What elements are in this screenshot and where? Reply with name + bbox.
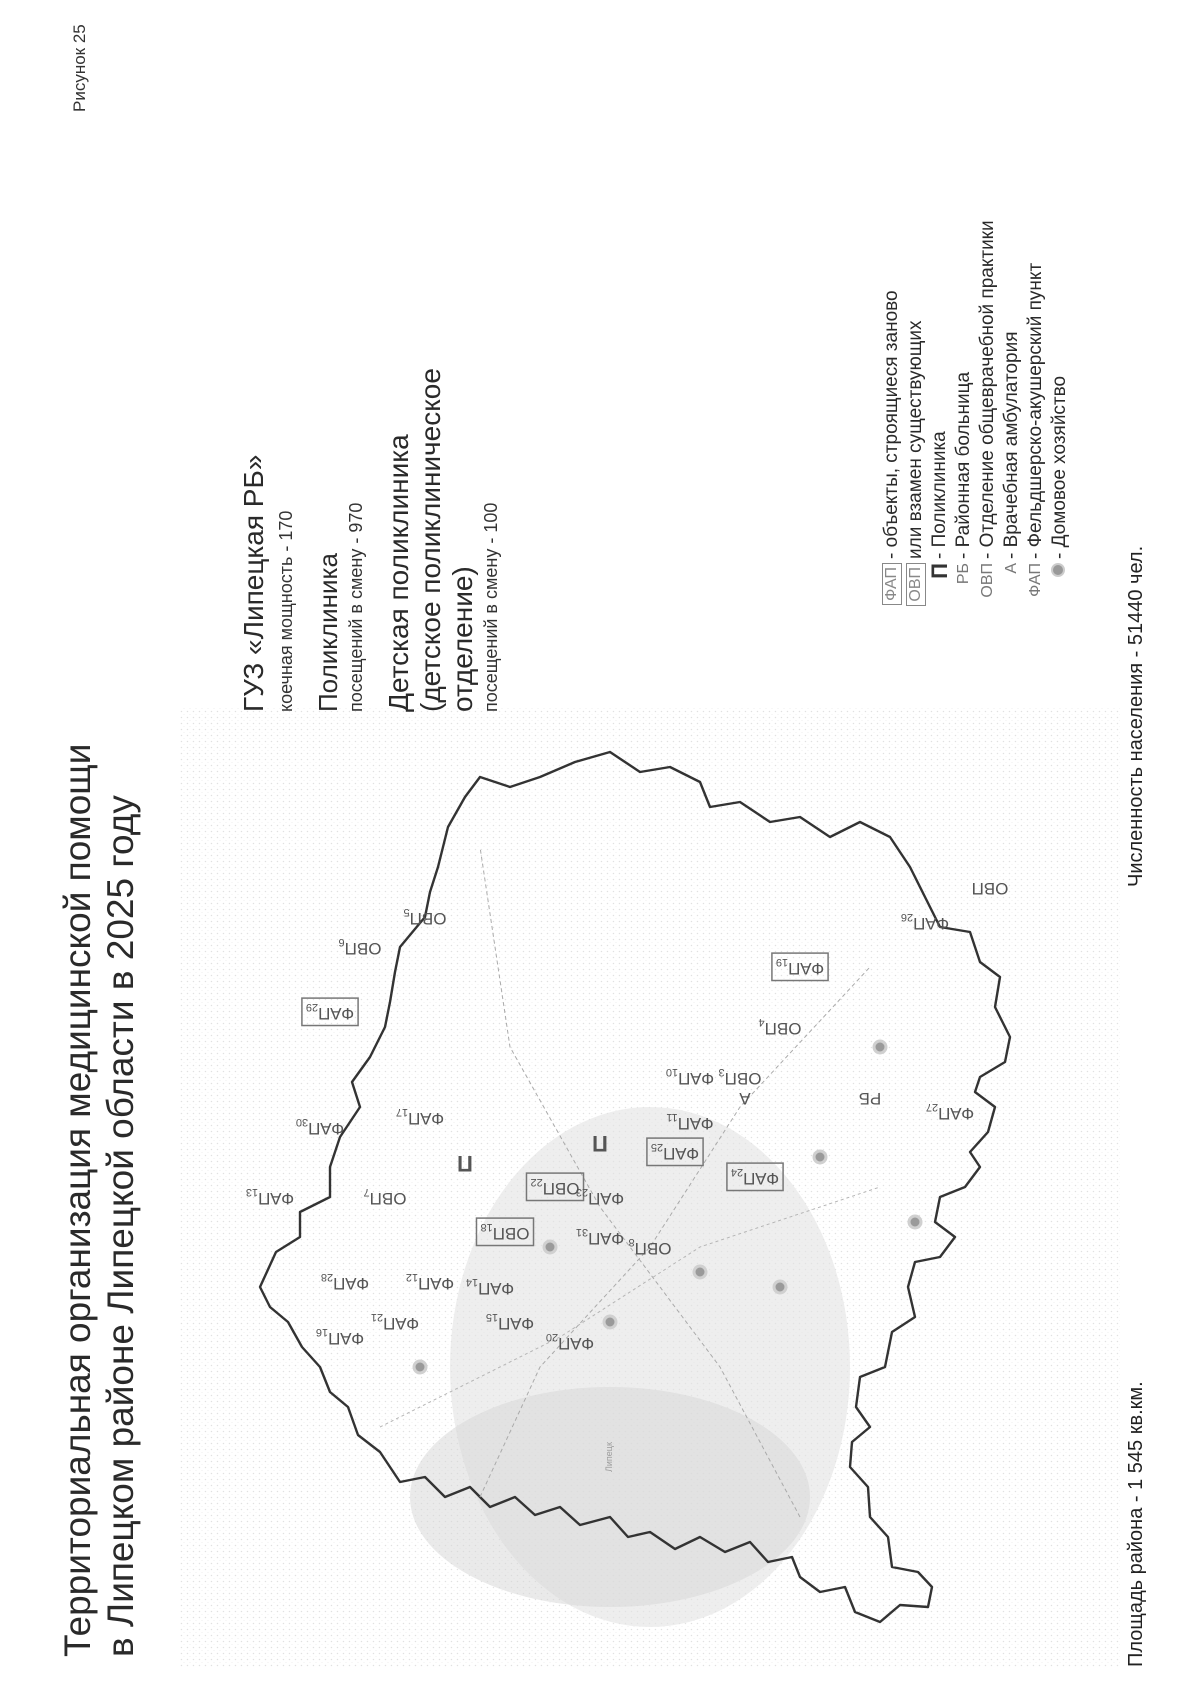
- facility-type: ФАП: [678, 1068, 715, 1088]
- facility-label: [629, 1236, 672, 1257]
- legend-symbol-text: П: [927, 563, 952, 579]
- facility-marker: [739, 1089, 751, 1108]
- facility-type: ФАП: [588, 1188, 625, 1208]
- page-title: [56, 197, 142, 1657]
- facility-type: ОВП: [542, 1178, 580, 1198]
- legend-item: [880, 17, 904, 657]
- legend-symbol-text: А: [1003, 563, 1020, 574]
- facility-label: [364, 1186, 407, 1207]
- household-dot-icon: [1051, 563, 1065, 577]
- figure-label: Рисунок 25: [70, 24, 89, 112]
- facility-type: ОВП: [344, 938, 382, 958]
- legend-symbol-text: ОВП: [906, 563, 926, 606]
- facility-type: ФАП: [663, 1143, 700, 1163]
- legend-label: - Районная больница: [953, 371, 974, 559]
- facility-number: 23: [575, 1186, 589, 1199]
- hospital-name: ГУЗ «Липецкая РБ»: [238, 454, 269, 712]
- facility-number: 12: [405, 1271, 419, 1284]
- facility-marker: [859, 1089, 882, 1108]
- facility-type: ФАП: [383, 1313, 420, 1333]
- legend-label: - объекты, строящиеся заново: [881, 290, 902, 559]
- facility-type: ФАП: [677, 1113, 714, 1133]
- household-dot-icon: [874, 1041, 886, 1053]
- area-note: Площадь района - 1 545 кв.км.: [1125, 1381, 1147, 1667]
- facility-type: ФАП: [418, 1273, 455, 1293]
- facility-number: 5: [403, 906, 410, 919]
- facility-number: 7: [363, 1186, 370, 1199]
- bed-capacity: коечная мощность - 170: [276, 510, 296, 712]
- facility-number: 18: [480, 1221, 493, 1234]
- legend-item: [952, 17, 976, 657]
- child-clinic-heading-3: отделение): [447, 566, 478, 712]
- facility-marker: [972, 879, 1009, 898]
- facility-type: П: [592, 1131, 608, 1157]
- legend-item: [976, 17, 1000, 657]
- legend-symbol: [1051, 559, 1070, 657]
- legend-symbol: [1003, 559, 1021, 657]
- facility-number: 22: [530, 1176, 543, 1189]
- facility-label: [404, 906, 447, 927]
- legend-symbol: [927, 559, 953, 657]
- household-dot-icon: [814, 1151, 826, 1163]
- map-legend: [880, 17, 1072, 657]
- facility-marker: [719, 1066, 762, 1087]
- facility-number: 29: [305, 1001, 319, 1014]
- facility-type: ФАП: [318, 1003, 355, 1023]
- legend-label: - Отделение общеврачебной практики: [977, 220, 998, 559]
- hospital-info: [238, 292, 518, 712]
- household-dot-icon: [694, 1266, 706, 1278]
- child-clinic-visits: посещений в смену - 100: [481, 502, 501, 712]
- city-shading: [410, 1387, 810, 1607]
- facility-type: П: [457, 1151, 473, 1177]
- legend-label: или взамен существующих: [905, 320, 926, 559]
- legend-symbol: [906, 559, 926, 657]
- clinic-visits: посещений в смену - 970: [346, 502, 366, 712]
- household-dot-icon: [909, 1216, 921, 1228]
- facility-label: [339, 936, 382, 957]
- facility-number: 15: [485, 1311, 499, 1324]
- facility-number: 20: [545, 1331, 559, 1344]
- facility-type: ФАП: [328, 1328, 365, 1348]
- facility-type: ФАП: [408, 1108, 445, 1128]
- legend-symbol-text: ФАП: [1027, 563, 1044, 597]
- household-dot-icon: [604, 1316, 616, 1328]
- facility-type: ОВП: [764, 1018, 802, 1038]
- facility-number: 21: [370, 1311, 384, 1324]
- legend-label: - Домовое хозяйство: [1049, 375, 1070, 559]
- facility-number: 26: [900, 911, 914, 924]
- legend-item: [904, 17, 928, 657]
- legend-symbol-text: ОВП: [979, 563, 996, 598]
- facility-marker: [404, 906, 447, 927]
- legend-symbol: [882, 559, 902, 657]
- facility-number: 10: [665, 1066, 679, 1079]
- legend-item: [928, 17, 952, 657]
- legend-symbol-text: ФАП: [882, 563, 902, 605]
- facility-number: 24: [730, 1166, 744, 1179]
- title-line-1: Территориальная организация медицинской помощи: [57, 743, 98, 1657]
- facility-type: ОВП: [971, 878, 1009, 898]
- facility-number: 6: [338, 936, 345, 949]
- legend-symbol: [955, 559, 973, 657]
- facility-marker: [339, 936, 382, 957]
- child-clinic-heading-1: Детская поликлиника: [383, 434, 414, 712]
- facility-label: [972, 879, 1009, 898]
- legend-item: [1000, 17, 1024, 657]
- facility-label: [592, 1131, 608, 1156]
- facility-marker: [629, 1236, 672, 1257]
- legend-item: [1024, 17, 1048, 657]
- facility-number: 4: [758, 1016, 765, 1029]
- legend-symbol: [979, 559, 997, 657]
- legend-label: - Врачебная амбулатория: [1001, 331, 1022, 559]
- legend-item: [1048, 17, 1072, 657]
- household-dot-icon: [414, 1361, 426, 1373]
- facility-number: 27: [925, 1101, 939, 1114]
- household-dot-icon: [774, 1281, 786, 1293]
- facility-number: 13: [245, 1186, 259, 1199]
- facility-type: РБ: [858, 1088, 882, 1108]
- facility-type: ОВП: [369, 1188, 407, 1208]
- legend-symbol-text: РБ: [955, 563, 972, 585]
- legend-label: - Поликлиника: [929, 431, 950, 559]
- facility-type: ФАП: [478, 1278, 515, 1298]
- facility-type: ФАП: [333, 1273, 370, 1293]
- facility-type: ФАП: [938, 1103, 975, 1123]
- facility-label: [739, 1089, 751, 1108]
- facility-marker: [364, 1186, 407, 1207]
- facility-type: ФАП: [743, 1168, 780, 1188]
- facility-number: 19: [775, 956, 789, 969]
- population-note: Численность населения - 51440 чел.: [1125, 545, 1147, 887]
- facility-number: 11: [666, 1111, 678, 1124]
- facility-type: ФАП: [558, 1333, 595, 1353]
- facility-type: ФАП: [498, 1313, 535, 1333]
- facility-label: [719, 1066, 762, 1087]
- facility-number: 30: [295, 1116, 309, 1129]
- facility-number: 25: [650, 1141, 664, 1154]
- legend-label: - Фельдшерско-акушерский пункт: [1025, 262, 1046, 559]
- facility-type: ФАП: [308, 1118, 345, 1138]
- facility-type: ФАП: [588, 1228, 625, 1248]
- facility-label: [457, 1151, 473, 1176]
- facility-number: 16: [315, 1326, 329, 1339]
- facility-type: ОВП: [634, 1238, 672, 1258]
- facility-number: 31: [575, 1226, 589, 1239]
- facility-type: ОВП: [724, 1068, 762, 1088]
- facility-type: ФАП: [913, 913, 950, 933]
- facility-type: ОВП: [492, 1223, 530, 1243]
- city-label: Липецк: [604, 1442, 614, 1472]
- facility-number: 17: [395, 1106, 409, 1119]
- facility-marker: [457, 1151, 473, 1176]
- clinic-heading: Поликлиника: [313, 553, 343, 712]
- facility-label: [859, 1089, 882, 1108]
- title-line-2: в Липецком районе Липецкой области в 2025 году: [100, 795, 141, 1657]
- facility-number: 3: [718, 1066, 725, 1079]
- facility-label: [759, 1016, 802, 1037]
- legend-symbol: [1027, 559, 1045, 657]
- facility-type: ФАП: [258, 1188, 295, 1208]
- facility-marker: [592, 1131, 608, 1156]
- facility-type: А: [739, 1088, 751, 1108]
- facility-marker: [759, 1016, 802, 1037]
- district-map: [180, 707, 1120, 1667]
- facility-number: 14: [465, 1276, 479, 1289]
- facility-number: 8: [628, 1236, 635, 1249]
- facility-number: 28: [320, 1271, 334, 1284]
- facility-type: ОВП: [409, 908, 447, 928]
- household-dot-icon: [544, 1241, 556, 1253]
- facility-type: ФАП: [788, 958, 825, 978]
- child-clinic-heading-2: (детское поликлиническое: [415, 368, 446, 712]
